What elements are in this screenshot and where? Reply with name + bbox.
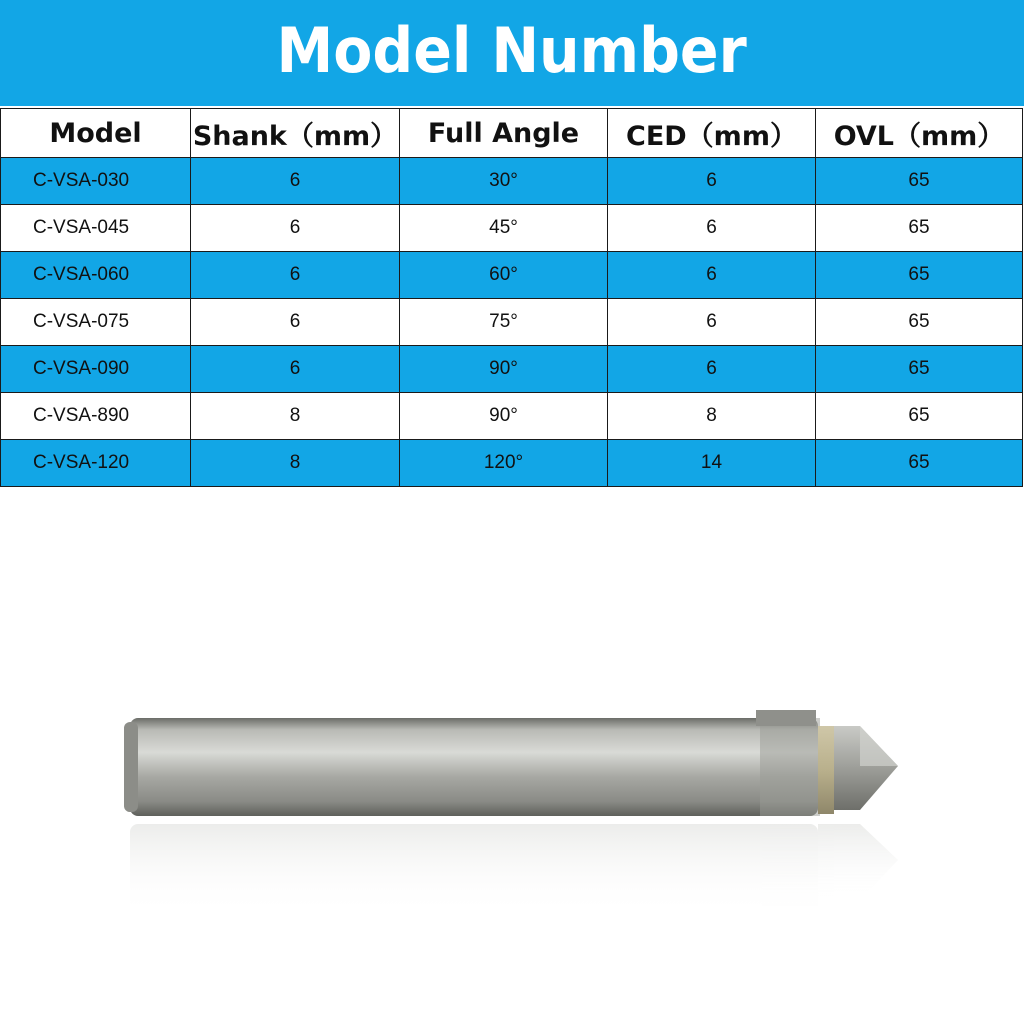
cell-full-angle: 120° bbox=[400, 440, 608, 487]
cell-ced: 6 bbox=[608, 205, 816, 252]
table-row bbox=[1, 346, 1023, 393]
cell-ovl: 65 bbox=[816, 158, 1023, 205]
cell-full-angle: 90° bbox=[400, 393, 608, 440]
cell-ced: 6 bbox=[608, 158, 816, 205]
cell-model: C-VSA-030 bbox=[1, 158, 191, 205]
table-row bbox=[1, 158, 1023, 205]
cell-shank: 6 bbox=[191, 205, 400, 252]
title-banner bbox=[0, 0, 1024, 106]
cell-ovl: 65 bbox=[816, 299, 1023, 346]
header-model: Model bbox=[1, 109, 191, 158]
cell-ced: 6 bbox=[608, 299, 816, 346]
table-row bbox=[1, 299, 1023, 346]
cell-full-angle: 75° bbox=[400, 299, 608, 346]
header-full-angle: Full Angle bbox=[400, 109, 608, 158]
cell-full-angle: 45° bbox=[400, 205, 608, 252]
cell-shank: 6 bbox=[191, 299, 400, 346]
bit-shank bbox=[130, 718, 818, 816]
cell-ovl: 65 bbox=[816, 346, 1023, 393]
table-header-row bbox=[1, 109, 1023, 158]
cell-ced: 6 bbox=[608, 346, 816, 393]
table-row bbox=[1, 393, 1023, 440]
cell-ovl: 65 bbox=[816, 393, 1023, 440]
header-shank: Shank（mm） bbox=[191, 109, 400, 158]
cell-ovl: 65 bbox=[816, 440, 1023, 487]
table-row bbox=[1, 252, 1023, 299]
page-title: Model Number bbox=[276, 13, 748, 87]
cell-model: C-VSA-120 bbox=[1, 440, 191, 487]
header-ced: CED（mm） bbox=[608, 109, 816, 158]
cell-model: C-VSA-045 bbox=[1, 205, 191, 252]
cell-model: C-VSA-075 bbox=[1, 299, 191, 346]
table-row bbox=[1, 205, 1023, 252]
cell-full-angle: 60° bbox=[400, 252, 608, 299]
cell-shank: 6 bbox=[191, 158, 400, 205]
cell-full-angle: 90° bbox=[400, 346, 608, 393]
cell-model: C-VSA-090 bbox=[1, 346, 191, 393]
cell-shank: 6 bbox=[191, 252, 400, 299]
cell-ced: 14 bbox=[608, 440, 816, 487]
cell-ovl: 65 bbox=[816, 252, 1023, 299]
cell-ced: 6 bbox=[608, 252, 816, 299]
cell-full-angle: 30° bbox=[400, 158, 608, 205]
router-bit-icon bbox=[120, 700, 910, 960]
table-row bbox=[1, 440, 1023, 487]
cell-ced: 8 bbox=[608, 393, 816, 440]
cell-shank: 8 bbox=[191, 393, 400, 440]
cell-ovl: 65 bbox=[816, 205, 1023, 252]
cell-shank: 6 bbox=[191, 346, 400, 393]
cell-shank: 8 bbox=[191, 440, 400, 487]
bit-reflection bbox=[130, 824, 898, 916]
spec-table bbox=[0, 108, 1023, 487]
header-ovl: OVL（mm） bbox=[816, 109, 1023, 158]
bit-braze-band bbox=[818, 726, 834, 814]
cell-model: C-VSA-060 bbox=[1, 252, 191, 299]
cell-model: C-VSA-890 bbox=[1, 393, 191, 440]
